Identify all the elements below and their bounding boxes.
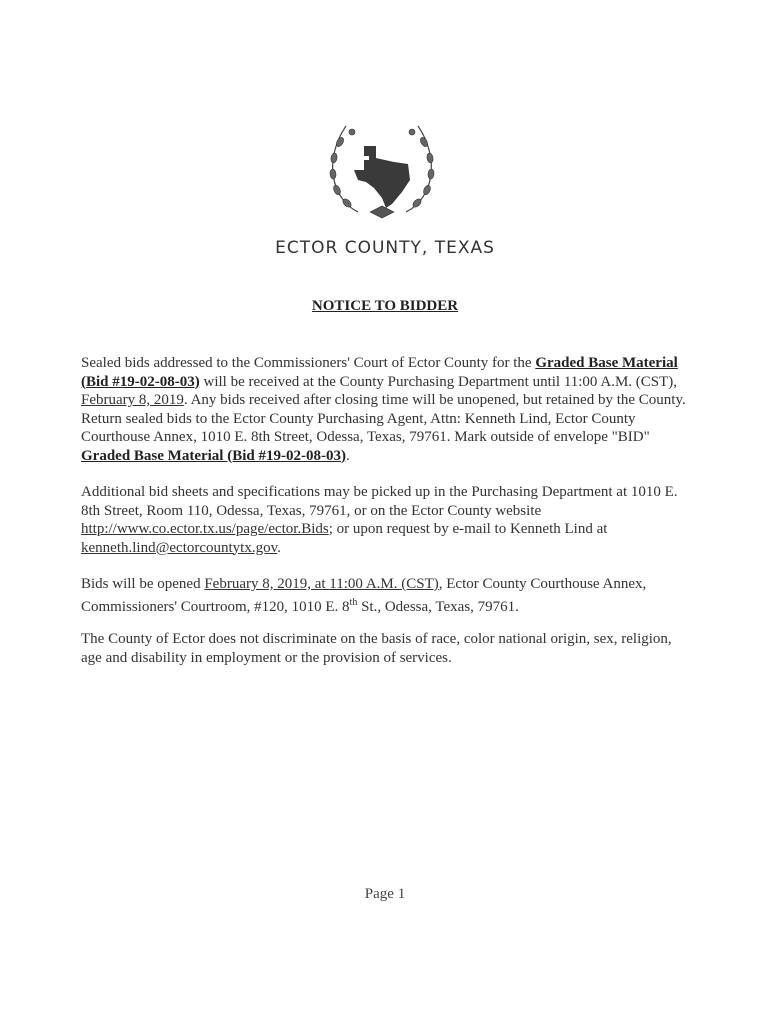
county-title: ECTOR COUNTY, TEXAS bbox=[275, 238, 495, 258]
bid-paragraph: Sealed bids addressed to the Commissioners' Court of Ector County for the Graded Base Material (Bid #19-02-08-03) will be received at the County Purchasing Department until 11:00 A.M. (CST), February 8, 2019. Any bids received after closing time will be unopened, but retained by the County. Return sealed bids to the Ector County Purchasing Agent, Attn: Kenneth Lind, Ector County Courthouse Annex, 1010 E. 8th Street, Odessa, Texas, 79761. Mark outside of envelope "BID" Graded Base Material (Bid #19-02-08-03). bbox=[81, 355, 686, 464]
website-link[interactable]: http://www.co.ector.tx.us/page/ector.Bids bbox=[81, 521, 329, 537]
closing-date: February 8, 2019 bbox=[81, 392, 184, 408]
opening-date: February 8, 2019, at 11:00 A.M. (CST) bbox=[204, 576, 439, 592]
material-name-2: Graded Base Material (Bid #19-02-08-03) bbox=[81, 447, 346, 464]
nondiscrimination-paragraph: The County of Ector does not discriminate on the basis of race, color national origin, sex, religion, age and disability in employment or the provision of services. bbox=[81, 631, 672, 666]
material-name: Graded Base Material (Bid #19-02-08-03) bbox=[81, 355, 678, 390]
page-number: Page 1 bbox=[364, 886, 406, 902]
opening-paragraph: Bids will be opened February 8, 2019, at 11:00 A.M. (CST), Ector County Courthouse Annex, Commissioners' Courtroom, #120, 1010 E. 8th St., Odessa, Texas, 79761. bbox=[81, 576, 647, 615]
notice-heading: NOTICE TO BIDDER bbox=[311, 298, 459, 314]
specifications-paragraph: Additional bid sheets and specifications may be picked up in the Purchasing Department at 1010 E. 8th Street, Room 110, Odessa, Texas, 79761, or on the Ector County website http://www.co.ector.tx.us/page/ector.Bids; or upon request by e-mail to Kenneth Lind at kenneth.lind@ectorcountytx.gov. bbox=[81, 484, 678, 556]
email-link[interactable]: kenneth.lind@ectorcountytx.gov bbox=[81, 539, 278, 556]
county-seal-logo bbox=[318, 108, 446, 236]
